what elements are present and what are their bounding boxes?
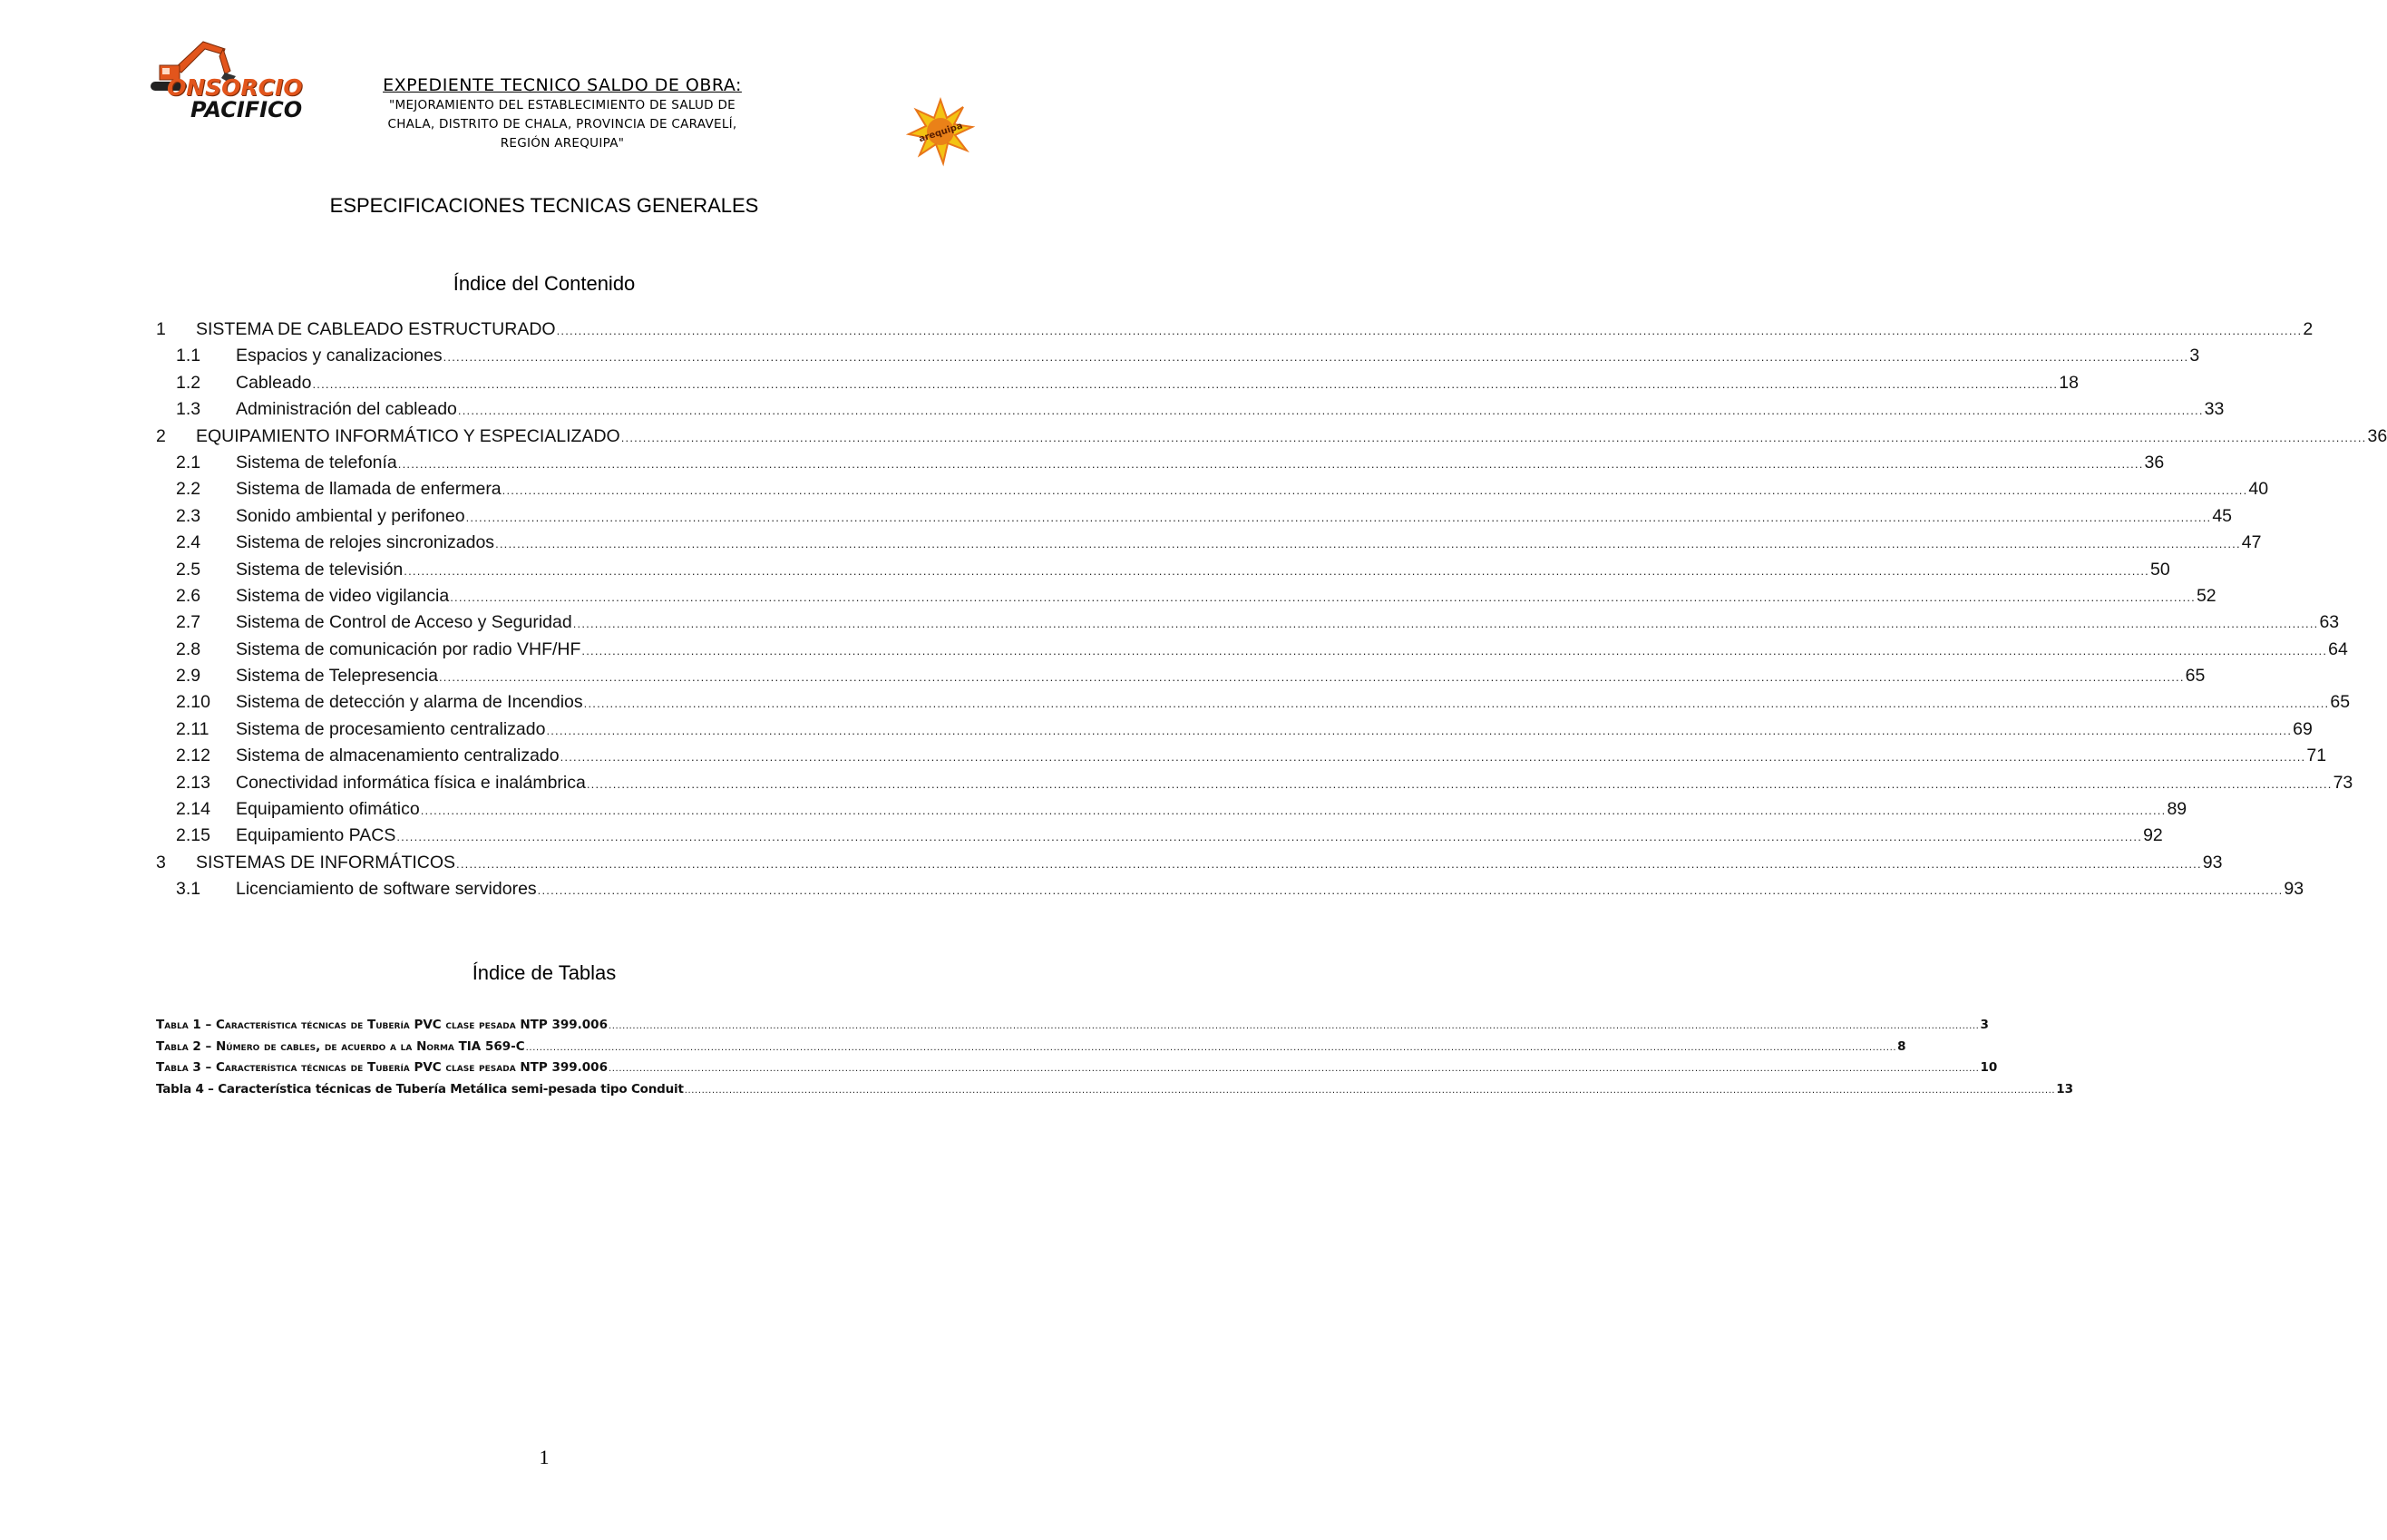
toc-entry-number: 2.15	[176, 825, 210, 846]
toc-leader-dots: ................................................................................................................................................................................................................................................................................................................................................................................................................	[438, 670, 2185, 685]
toc-entry[interactable]	[156, 425, 2387, 453]
toc-entry-title: Equipamiento ofimático	[236, 799, 420, 820]
toc-entry-page: 93	[2202, 852, 2223, 872]
toc-entry[interactable]	[156, 825, 2163, 852]
table-index-page: 3	[1980, 1018, 1989, 1032]
toc-entry-title: Sistema de comunicación por radio VHF/HF	[236, 638, 581, 659]
toc-leader-dots: ................................................................................................................................................................................................................................................................................................................................................................................................................	[556, 324, 2303, 337]
toc-entry[interactable]	[156, 718, 2313, 746]
toc-entry-page: 2	[2303, 319, 2314, 339]
toc-entry[interactable]	[156, 479, 2269, 505]
toc-entry-number: 2.2	[176, 479, 201, 500]
tables-index	[156, 1018, 2073, 1103]
toc-entry[interactable]	[156, 612, 2340, 638]
page-number: 1	[539, 1446, 550, 1468]
table-index-page: 13	[2056, 1081, 2073, 1097]
toc-entry-page: 40	[2248, 479, 2269, 500]
toc-entry-number: 2.10	[176, 692, 210, 713]
toc-entry-number: 1	[156, 319, 166, 339]
header-subtitle-line-2: CHALA, DISTRITO DE CHALA, PROVINCIA DE CARAVELÍ,	[387, 117, 737, 132]
toc-entry-number: 1.2	[176, 372, 201, 393]
consorcio-pacifico-logo	[147, 34, 328, 123]
toc-entry-number: 1.1	[176, 346, 201, 366]
toc-leader-dots: ................................................................................................................................................................................................................................................................................................................................................................................................................	[586, 776, 2333, 791]
toc-entry-page: 50	[2150, 559, 2170, 580]
toc-entry-number: 2.14	[176, 799, 210, 820]
toc-leader-dots: ................................................................................................................................................................................................................................................................................................................................................................................................................	[581, 643, 2328, 658]
toc-entry-page: 3	[2189, 346, 2200, 366]
toc-entry-page: 45	[2212, 505, 2233, 526]
toc-entry-title: Sonido ambiental y perifoneo	[236, 505, 465, 526]
toc-entry-number: 2.8	[176, 638, 201, 659]
toc-leader-dots: ................................................................................................................................................................................................................................................................................................................................................................................................................	[495, 537, 2241, 551]
toc-entry[interactable]	[156, 505, 2233, 532]
toc-entry-page: 69	[2293, 718, 2313, 739]
toc-entry-title: Sistema de relojes sincronizados	[236, 532, 495, 553]
toc-entry[interactable]	[156, 585, 2216, 612]
toc-entry-page: 33	[2204, 399, 2225, 420]
arequipa-logo	[907, 98, 974, 165]
tables-index-heading: Índice de Tablas	[472, 961, 617, 984]
table-index-leader-dots: ................................................................................................................................................................................................................................................................................................................................................................................................................	[525, 1042, 1897, 1053]
toc-entry-title: Sistema de telefonía	[236, 452, 397, 473]
toc-entry[interactable]	[156, 559, 2170, 586]
toc-entry-title: Sistema de detección y alarma de Incendios	[236, 692, 583, 713]
toc-leader-dots: ................................................................................................................................................................................................................................................................................................................................................................................................................	[465, 510, 2212, 524]
toc-leader-dots: ................................................................................................................................................................................................................................................................................................................................................................................................................	[560, 750, 2306, 765]
document-header	[308, 74, 816, 153]
table-index-leader-dots: ................................................................................................................................................................................................................................................................................................................................................................................................................	[684, 1085, 2056, 1096]
toc-entry-page: 47	[2241, 532, 2262, 553]
toc-entry-title: Equipamiento PACS	[236, 825, 396, 846]
toc-entry-page: 64	[2328, 638, 2348, 659]
toc-entry-page: 63	[2319, 612, 2340, 633]
table-index-page: 10	[1980, 1060, 1998, 1075]
toc-entry-number: 2.7	[176, 612, 201, 633]
toc-entry-number: 3	[156, 852, 166, 872]
toc-entry[interactable]	[156, 666, 2206, 692]
toc-entry-page: 92	[2143, 825, 2163, 846]
main-title: ESPECIFICACIONES TECNICAS GENERALES	[329, 194, 759, 217]
toc-entry-title: Licenciamiento de software servidores	[236, 879, 537, 900]
toc-leader-dots: ................................................................................................................................................................................................................................................................................................................................................................................................................	[443, 350, 2189, 365]
toc-entry-number: 2.11	[176, 718, 209, 739]
table-index-entry[interactable]	[156, 1018, 1989, 1039]
toc-leader-dots: ................................................................................................................................................................................................................................................................................................................................................................................................................	[546, 723, 2293, 737]
toc-leader-dots: ................................................................................................................................................................................................................................................................................................................................................................................................................	[396, 830, 2143, 844]
toc-entry-title: Conectividad informática física e inalámbrica	[236, 772, 586, 793]
toc-leader-dots: ................................................................................................................................................................................................................................................................................................................................................................................................................	[537, 883, 2284, 898]
toc-leader-dots: ................................................................................................................................................................................................................................................................................................................................................................................................................	[450, 590, 2196, 604]
table-index-title: Tabla 3 – Característica técnicas de Tubería PVC clase pesada NTP 399.006	[156, 1060, 608, 1075]
toc-entry-title: Sistema de televisión	[236, 559, 404, 580]
toc-entry[interactable]	[156, 452, 2165, 479]
toc-leader-dots: ................................................................................................................................................................................................................................................................................................................................................................................................................	[456, 856, 2202, 871]
toc-entry-title: Sistema de video vigilancia	[236, 585, 450, 606]
table-index-title: Tabla 4 – Característica técnicas de Tubería Metálica semi-pesada tipo Conduit	[156, 1081, 684, 1097]
toc-entry-number: 3.1	[176, 879, 201, 900]
toc-entry-page: 36	[2367, 425, 2387, 446]
logo-word-consorcio: ONSORCIO	[167, 74, 303, 101]
toc-entry[interactable]	[156, 879, 2304, 905]
table-index-title: Tabla 1 – Característica técnicas de Tubería PVC clase pesada NTP 399.006	[156, 1018, 608, 1032]
table-index-leader-dots: ................................................................................................................................................................................................................................................................................................................................................................................................................	[608, 1021, 1980, 1031]
toc-entry[interactable]	[156, 772, 2353, 799]
table-index-page: 8	[1897, 1038, 1906, 1054]
toc-entry-number: 2.13	[176, 772, 210, 793]
logo-word-pacifico: PACIFICO	[190, 97, 303, 122]
toc-entry-title: Sistema de procesamiento centralizado	[236, 718, 546, 739]
toc-leader-dots: ................................................................................................................................................................................................................................................................................................................................................................................................................	[502, 483, 2248, 498]
header-title: EXPEDIENTE TECNICO SALDO DE OBRA:	[383, 75, 742, 95]
toc-entry-number: 2.1	[176, 452, 201, 473]
table-index-leader-dots: ................................................................................................................................................................................................................................................................................................................................................................................................................	[608, 1064, 1980, 1074]
toc-entry-number: 2.4	[176, 532, 201, 553]
toc-entry-page: 65	[2330, 692, 2351, 713]
toc-leader-dots: ................................................................................................................................................................................................................................................................................................................................................................................................................	[420, 804, 2167, 818]
toc-entry-number: 2.6	[176, 585, 201, 606]
toc-entry-page: 89	[2167, 799, 2187, 820]
toc-entry-page: 18	[2059, 372, 2079, 393]
table-index-entry[interactable]	[156, 1038, 1906, 1061]
toc-entry-page: 71	[2306, 746, 2327, 766]
toc-entry-title: Sistema de Control de Acceso y Seguridad	[236, 612, 572, 633]
table-of-contents	[156, 319, 2387, 906]
toc-entry-number: 1.3	[176, 399, 201, 420]
toc-leader-dots: ................................................................................................................................................................................................................................................................................................................................................................................................................	[457, 404, 2204, 418]
toc-entry-title: Sistema de almacenamiento centralizado	[236, 746, 560, 766]
toc-entry-title: SISTEMA DE CABLEADO ESTRUCTURADO	[196, 319, 556, 339]
table-index-entry[interactable]	[156, 1081, 2073, 1104]
toc-entry-title: SISTEMAS DE INFORMÁTICOS	[196, 852, 456, 872]
toc-entry-number: 2.5	[176, 559, 201, 580]
toc-entry-title: Administración del cableado	[236, 399, 457, 420]
sun-star-icon	[907, 98, 974, 165]
toc-entry[interactable]	[156, 746, 2327, 772]
toc-leader-dots: ................................................................................................................................................................................................................................................................................................................................................................................................................	[620, 430, 2367, 444]
toc-leader-dots: ................................................................................................................................................................................................................................................................................................................................................................................................................	[404, 563, 2149, 578]
toc-entry[interactable]	[156, 799, 2187, 825]
table-index-entry[interactable]	[156, 1060, 1998, 1082]
toc-leader-dots: ................................................................................................................................................................................................................................................................................................................................................................................................................	[397, 456, 2144, 471]
toc-entry-page: 36	[2144, 452, 2165, 473]
toc-entry[interactable]	[156, 852, 2223, 879]
toc-entry-page: 73	[2333, 772, 2353, 793]
table-index-title: Tabla 2 – Número de cables, de acuerdo a la Norma TIA 569-C	[156, 1038, 525, 1054]
toc-entry-number: 2	[156, 425, 166, 446]
toc-entry-number: 2.12	[176, 746, 210, 766]
toc-entry-page: 65	[2185, 666, 2206, 687]
toc-entry[interactable]	[156, 638, 2348, 666]
toc-entry-page: 52	[2196, 585, 2216, 606]
header-subtitle-line-1: "MEJORAMIENTO DEL ESTABLECIMIENTO DE SALUD DE	[388, 98, 736, 112]
toc-entry-title: Sistema de llamada de enfermera	[236, 479, 502, 500]
toc-entry[interactable]	[156, 372, 2079, 399]
toc-entry-number: 2.3	[176, 505, 201, 526]
toc-entry-page: 93	[2284, 879, 2304, 900]
toc-leader-dots: ................................................................................................................................................................................................................................................................................................................................................................................................................	[583, 697, 2330, 711]
toc-leader-dots: ................................................................................................................................................................................................................................................................................................................................................................................................................	[572, 617, 2319, 631]
toc-entry[interactable]	[156, 399, 2225, 425]
toc-entry[interactable]	[156, 532, 2262, 559]
toc-entry-title: EQUIPAMIENTO INFORMÁTICO Y ESPECIALIZADO	[196, 425, 620, 446]
toc-entry-number: 2.9	[176, 666, 201, 687]
toc-entry-title: Cableado	[236, 372, 312, 393]
header-subtitle-line-3: REGIÓN AREQUIPA"	[500, 136, 625, 151]
toc-entry[interactable]	[156, 319, 2314, 346]
toc-entry-title: Espacios y canalizaciones	[236, 346, 443, 366]
toc-heading: Índice del Contenido	[453, 272, 636, 295]
toc-leader-dots: ................................................................................................................................................................................................................................................................................................................................................................................................................	[312, 376, 2059, 391]
toc-entry[interactable]	[156, 346, 2200, 372]
toc-entry[interactable]	[156, 692, 2351, 718]
arequipa-logo-text: arequipa	[917, 121, 964, 145]
toc-entry-title: Sistema de Telepresencia	[236, 666, 438, 687]
